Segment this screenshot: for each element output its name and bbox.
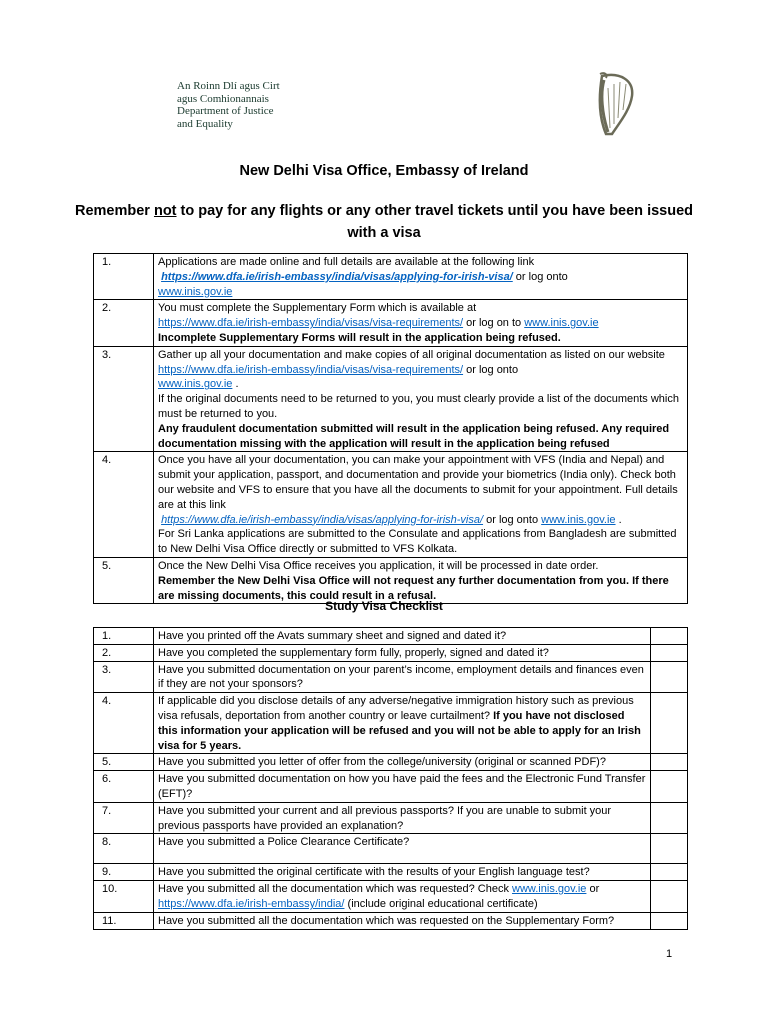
visa-application-link[interactable]: https://www.dfa.ie/irish-embassy/india/visas/applying-for-irish-visa/ [161, 513, 484, 526]
table-row [94, 346, 688, 452]
step-text: If the original documents need to be returned to you, you must clearly provide a list of the documents which must be returned to you. [158, 393, 679, 420]
check-number: 8. [94, 834, 154, 864]
check-number: 11. [94, 912, 154, 929]
check-box[interactable] [651, 881, 688, 913]
inis-link[interactable]: www.inis.gov.ie [512, 883, 587, 896]
table-row [94, 452, 688, 558]
check-number: 4. [94, 693, 154, 754]
table-row [94, 802, 688, 834]
step-number: 4. [94, 452, 154, 558]
warning-before: Remember [74, 203, 154, 219]
step-content [154, 557, 688, 603]
steps-table [93, 253, 688, 604]
check-number: 3. [94, 661, 154, 693]
check-question [154, 881, 651, 913]
step-text: . [232, 378, 239, 391]
table-row [94, 834, 688, 864]
visa-requirements-link[interactable]: https://www.dfa.ie/irish-embassy/india/visas/visa-requirements/ [158, 317, 464, 330]
study-checklist-title: Study Visa Checklist [325, 599, 443, 613]
step-content [154, 452, 688, 558]
warning-emphasis: not [153, 203, 177, 219]
check-number: 5. [94, 754, 154, 771]
check-box[interactable] [651, 693, 688, 754]
check-box[interactable] [651, 771, 688, 803]
table-row [94, 254, 688, 300]
check-box[interactable] [651, 754, 688, 771]
table-row [94, 644, 688, 661]
table-row [94, 912, 688, 929]
step-text: You must complete the Supplementary Form which is available at [158, 302, 477, 315]
step-warning: Any fraudulent documentation submitted will result in the application being refused. Any required documentation missing with the application will result in the application being refused [158, 422, 670, 450]
page-title: New Delhi Visa Office, Embassy of Ireland [239, 163, 529, 179]
table-row [94, 771, 688, 803]
step-number: 3. [94, 346, 154, 452]
step-text: Gather up all your documentation and make copies of all original documentation as listed on our website [158, 348, 665, 361]
check-box[interactable] [651, 834, 688, 864]
dept-line: and Equality [177, 117, 233, 130]
check-box[interactable] [651, 912, 688, 929]
step-warning: Incomplete Supplementary Forms will result in the application being refused. [158, 331, 561, 344]
check-number: 9. [94, 864, 154, 881]
warning-heading [70, 200, 698, 244]
check-question: Have you submitted a Police Clearance Certificate? [154, 834, 651, 864]
check-box[interactable] [651, 661, 688, 693]
step-text: or log on to [463, 317, 525, 330]
check-question: Have you submitted the original certificate with the results of your English language test? [154, 864, 651, 881]
inis-link[interactable]: www.inis.gov.ie [158, 285, 233, 298]
step-text: or log onto [483, 513, 542, 526]
page-number: 1 [666, 948, 673, 960]
check-question: Have you submitted documentation on your parent’s income, employment details and finances even if they are not your sponsors? [154, 661, 651, 693]
step-text: . [615, 513, 622, 526]
inis-link[interactable]: www.inis.gov.ie [541, 513, 616, 526]
check-text: Have you submitted all the documentation which was requested? Check [158, 883, 513, 896]
check-number: 1. [94, 628, 154, 645]
step-text: or log onto [512, 270, 568, 283]
table-row [94, 864, 688, 881]
check-box[interactable] [651, 864, 688, 881]
check-number: 6. [94, 771, 154, 803]
table-row [94, 628, 688, 645]
check-question: Have you submitted your current and all previous passports? If you are unable to submit your previous passports have provided an explanation? [154, 802, 651, 834]
table-row [94, 881, 688, 913]
check-text: If applicable did you disclose details of any adverse/negative immigration history such as previous visa refusals, deportation from another country or leave curtailment? [158, 695, 634, 722]
check-text: (include original educational certificate) [344, 897, 538, 910]
inis-link[interactable]: www.inis.gov.ie [524, 317, 599, 330]
step-content [154, 346, 688, 452]
step-content [154, 254, 688, 300]
check-warning: If you have not disclosed this information your application will be refused and you will not be able to apply for an Irish visa for 5 years. [158, 709, 641, 752]
check-box[interactable] [651, 802, 688, 834]
harp-emblem-icon [590, 70, 640, 140]
check-question: Have you submitted documentation on how you have paid the fees and the Electronic Fund Transfer (EFT)? [154, 771, 651, 803]
step-text: Once the New Delhi Visa Office receives you application, it will be processed in date order. [158, 559, 599, 572]
embassy-link[interactable]: https://www.dfa.ie/irish-embassy/india/ [158, 897, 345, 910]
check-question: Have you completed the supplementary form fully, properly, signed and dated it? [154, 644, 651, 661]
step-content [154, 300, 688, 346]
check-number: 2. [94, 644, 154, 661]
table-row [94, 693, 688, 754]
step-text: Once you have all your documentation, you can make your appointment with VFS (India and Nepal) and submit your application, passport, and documentation and provide your biometrics (India only). Check both our website and VFS to ensure that you have all the documents to submit for your appointment. Full details are at this link [158, 454, 678, 511]
check-box[interactable] [651, 644, 688, 661]
table-row [94, 754, 688, 771]
table-row [94, 661, 688, 693]
visa-application-link[interactable]: https://www.dfa.ie/irish-embassy/india/visas/applying-for-irish-visa/ [161, 270, 513, 283]
dept-line: Department of Justice [177, 105, 274, 117]
checklist-table [93, 627, 688, 930]
table-row [94, 300, 688, 346]
inis-link[interactable]: www.inis.gov.ie [158, 378, 233, 391]
dept-line: An Roinn Dlí agus Cirt [177, 80, 280, 92]
warning-after: to pay for any flights or any other travel tickets until you have been issued with a visa [176, 203, 694, 241]
check-text: or [586, 883, 600, 896]
step-warning: Remember the New Delhi Visa Office will not request any further documentation from you. If there are missing documents, this could result in a refusal. [158, 574, 669, 602]
step-text: or log onto [463, 363, 519, 376]
check-question: Have you submitted all the documentation which was requested on the Supplementary Form? [154, 912, 651, 929]
check-number: 10. [94, 881, 154, 913]
table-row [94, 557, 688, 603]
step-text: Applications are made online and full details are available at the following link [158, 256, 535, 268]
visa-requirements-link[interactable]: https://www.dfa.ie/irish-embassy/india/visas/visa-requirements/ [158, 363, 464, 376]
department-logo-text [177, 80, 280, 130]
step-number: 1. [94, 254, 154, 300]
step-text: For Sri Lanka applications are submitted to the Consulate and applications from Bangladesh are submitted to New Delhi Visa Office directly or submitted to VFS Kolkata. [158, 528, 677, 556]
check-box[interactable] [651, 628, 688, 645]
step-number: 2. [94, 300, 154, 346]
dept-line: agus Comhionannais [177, 92, 269, 105]
check-number: 7. [94, 802, 154, 834]
step-number: 5. [94, 557, 154, 603]
check-question: Have you submitted you letter of offer from the college/university (original or scanned PDF)? [154, 754, 651, 771]
check-question [154, 693, 651, 754]
check-question: Have you printed off the Avats summary sheet and signed and dated it? [154, 628, 651, 645]
